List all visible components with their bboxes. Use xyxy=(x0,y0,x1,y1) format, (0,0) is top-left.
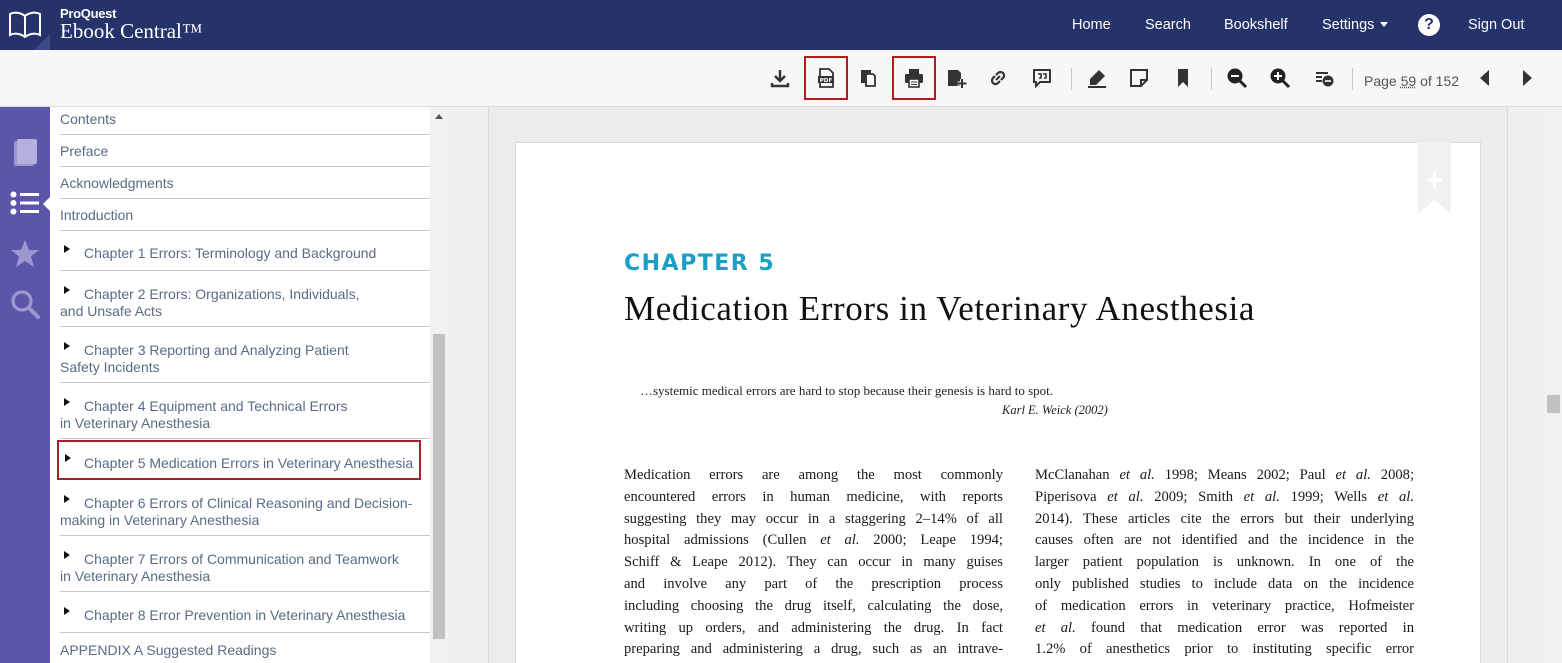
toc-item-appendix-a[interactable] xyxy=(60,642,430,663)
download-button[interactable] xyxy=(758,56,802,100)
fit-page-icon xyxy=(1313,67,1335,89)
nav-settings-label: Settings xyxy=(1322,17,1375,33)
toc-label-continued: making in Veterinary Anesthesia xyxy=(60,512,260,528)
expand-triangle-icon[interactable] xyxy=(64,245,70,253)
toolbar-divider xyxy=(1211,68,1212,90)
toc-item-preface[interactable] xyxy=(60,143,430,167)
toc-label: Chapter 3 Reporting and Analyzing Patient xyxy=(84,342,349,358)
top-navbar xyxy=(0,0,1562,50)
nav-search[interactable]: Search xyxy=(1145,17,1191,33)
body-text-line: Medication errors are among the most commonly xyxy=(624,467,1003,483)
toc-item-chapter-6[interactable] xyxy=(60,488,430,536)
toc-item-chapter-4[interactable] xyxy=(60,391,430,439)
highlight-icon xyxy=(1086,67,1108,89)
body-text-line: Piperisova et al. 2009; Smith et al. 1999; Wells et al. xyxy=(1035,488,1414,505)
bookmark-button[interactable] xyxy=(1161,56,1205,100)
list-icon xyxy=(10,191,40,215)
expand-triangle-icon[interactable] xyxy=(64,551,70,559)
body-text-right-column xyxy=(1035,465,1414,661)
brand-proquest: ProQuest xyxy=(60,6,117,21)
toc-label: APPENDIX A Suggested Readings xyxy=(60,642,277,658)
star-icon xyxy=(10,239,40,269)
toc-label: Chapter 4 Equipment and Technical Errors xyxy=(84,398,348,414)
toc-label: Contents xyxy=(60,111,117,127)
body-text-line: hospital admissions (Cullen et al. 2000; Leape 1994; xyxy=(624,532,1003,549)
toc-label-continued: and Unsafe Acts xyxy=(60,303,162,319)
body-text-line: 1.2% of anesthetics prior to instituting specific error xyxy=(1035,641,1414,658)
fit-page-button[interactable] xyxy=(1302,56,1346,100)
toc-label: Preface xyxy=(60,143,109,159)
book-page[interactable] xyxy=(515,142,1481,663)
body-text-line: of medication errors in veterinary practice, Hofmeister xyxy=(1035,597,1414,614)
search-icon xyxy=(10,289,40,319)
toc-item-acknowledgments[interactable] xyxy=(60,175,430,199)
body-text-line: writing up orders, and administering the drug. In fact xyxy=(624,619,1003,636)
toolbar-divider xyxy=(1071,68,1072,90)
copy-button[interactable] xyxy=(846,56,890,100)
body-text-line: McClanahan et al. 1998; Means 2002; Paul et al. 2008; xyxy=(1035,467,1414,483)
toc-scrollbar-thumb[interactable] xyxy=(433,334,445,639)
toc-item-introduction[interactable] xyxy=(60,207,430,231)
expand-triangle-icon[interactable] xyxy=(64,286,70,294)
pdf-icon-label: PDF xyxy=(819,77,833,84)
nav-sign-out[interactable]: Sign Out xyxy=(1468,17,1525,33)
nav-settings[interactable] xyxy=(1322,17,1388,33)
caret-down-icon xyxy=(1380,22,1388,27)
search-in-book-tab[interactable] xyxy=(9,288,41,320)
toc-label: Chapter 2 Errors: Organizations, Individuals, xyxy=(84,286,360,302)
zoom-in-button[interactable] xyxy=(1258,56,1302,100)
body-text-line: 2014). These articles cite the errors but their underlying xyxy=(1035,510,1414,527)
nav-bookshelf[interactable]: Bookshelf xyxy=(1224,17,1288,33)
body-text-line: causes often are not identified and the incidence in the xyxy=(1035,532,1414,549)
toc-item-chapter-1[interactable] xyxy=(60,238,430,271)
add-bookmark-ribbon-icon[interactable] xyxy=(1418,142,1451,214)
body-text-line: only published studies to include data on the incidence xyxy=(1035,575,1414,592)
link-icon xyxy=(987,67,1009,89)
toc-item-chapter-2[interactable] xyxy=(60,279,430,327)
add-to-bookshelf-icon xyxy=(945,67,967,89)
cite-icon xyxy=(1031,67,1053,89)
body-text-line: larger patient population is unknown. In one of the xyxy=(1035,554,1414,571)
previous-page-button[interactable] xyxy=(1463,56,1507,100)
toc-item-contents[interactable] xyxy=(60,111,430,135)
table-of-contents-tab[interactable] xyxy=(9,187,41,219)
expand-triangle-icon[interactable] xyxy=(64,398,70,406)
body-text-line: suggesting they may occur in a staggering 2–14% of all xyxy=(624,510,1003,527)
favorites-tab[interactable] xyxy=(9,238,41,270)
scroll-up-arrow-icon[interactable] xyxy=(435,114,443,119)
expand-triangle-icon[interactable] xyxy=(64,342,70,350)
expand-triangle-icon[interactable] xyxy=(64,495,70,503)
body-text-line: preparing and administering a drug, such as an intrave- xyxy=(624,641,1003,658)
page-total: of 152 xyxy=(1420,73,1459,89)
copy-icon xyxy=(857,67,879,89)
next-page-icon xyxy=(1516,67,1538,89)
nav-home[interactable]: Home xyxy=(1072,17,1111,33)
body-text-left-column xyxy=(624,465,1003,661)
toc-scrollbar[interactable] xyxy=(430,107,448,663)
toc-item-chapter-5-current[interactable] xyxy=(57,440,421,480)
bookmark-icon xyxy=(1172,67,1194,89)
toc-label: Introduction xyxy=(60,207,134,223)
toc-item-chapter-7[interactable] xyxy=(60,544,430,592)
note-button[interactable] xyxy=(1117,56,1161,100)
page-scrollbar-thumb[interactable] xyxy=(1547,395,1560,413)
link-button[interactable] xyxy=(976,56,1020,100)
add-to-bookshelf-button[interactable] xyxy=(934,56,978,100)
previous-page-icon xyxy=(1474,67,1496,89)
epigraph-quote: …systemic medical errors are hard to stop because their genesis is hard to spot. xyxy=(640,383,1053,398)
page-current[interactable]: 59 xyxy=(1400,73,1417,89)
toc-label-continued: in Veterinary Anesthesia xyxy=(60,568,211,584)
book-icon xyxy=(11,138,39,168)
body-text-line: Schiff & Leape 2012). They can occur in many guises xyxy=(624,554,1003,571)
body-text-line: including choosing the drug itself, calculating the dose, xyxy=(624,597,1003,614)
brand-ebook-central: Ebook Central™ xyxy=(60,19,203,43)
print-icon xyxy=(903,67,925,89)
toc-label: Chapter 6 Errors of Clinical Reasoning and Decision- xyxy=(84,495,413,511)
brand-logo[interactable] xyxy=(60,7,202,42)
toc-item-chapter-8[interactable] xyxy=(60,600,430,633)
page-scrollbar[interactable] xyxy=(1545,107,1562,663)
page-prefix: Page xyxy=(1364,73,1397,89)
table-of-contents-panel xyxy=(50,107,430,663)
note-icon xyxy=(1128,67,1150,89)
toc-label: Chapter 1 Errors: Terminology and Background xyxy=(84,245,377,261)
side-rail xyxy=(0,107,50,663)
expand-triangle-icon[interactable] xyxy=(64,607,70,615)
toc-label-continued: Safety Incidents xyxy=(60,359,160,375)
help-icon[interactable]: ? xyxy=(1418,14,1440,36)
toc-label: Acknowledgments xyxy=(60,175,174,191)
expand-triangle-icon[interactable] xyxy=(65,454,71,462)
zoom-out-button[interactable] xyxy=(1215,56,1259,100)
pdf-button[interactable] xyxy=(804,56,848,100)
body-text-line: encountered errors in human medicine, with reports xyxy=(624,488,1003,505)
print-button[interactable] xyxy=(892,56,936,100)
page-indicator[interactable] xyxy=(1364,73,1459,89)
epigraph-author: Karl E. Weick (2002) xyxy=(1002,403,1108,417)
open-book-logo-icon[interactable] xyxy=(0,0,50,50)
reader-toolbar xyxy=(0,50,1562,107)
toc-label-continued: in Veterinary Anesthesia xyxy=(60,415,211,431)
toc-label: Chapter 8 Error Prevention in Veterinary Anesthesia xyxy=(84,607,406,623)
zoom-in-icon xyxy=(1269,67,1291,89)
toc-label: Chapter 7 Errors of Communication and Teamwork xyxy=(84,551,399,567)
toc-label: Chapter 5 Medication Errors in Veterinary Anesthesia xyxy=(84,455,414,471)
next-page-button[interactable] xyxy=(1505,56,1549,100)
highlight-button[interactable] xyxy=(1075,56,1119,100)
zoom-out-icon xyxy=(1226,67,1248,89)
reader-viewport xyxy=(448,107,1545,663)
toc-item-chapter-3[interactable] xyxy=(60,335,430,383)
body-text-line: and involve any part of the prescription process xyxy=(624,575,1003,592)
book-details-tab[interactable] xyxy=(9,137,41,169)
cite-button[interactable] xyxy=(1020,56,1064,100)
pdf-icon xyxy=(815,67,837,89)
chapter-label: CHAPTER 5 xyxy=(624,251,776,276)
body-text-line: et al. found that medication error was reported in xyxy=(1035,619,1414,636)
toolbar-divider xyxy=(1352,68,1353,90)
chapter-title: Medication Errors in Veterinary Anesthesia xyxy=(624,289,1256,328)
download-icon xyxy=(769,67,791,89)
